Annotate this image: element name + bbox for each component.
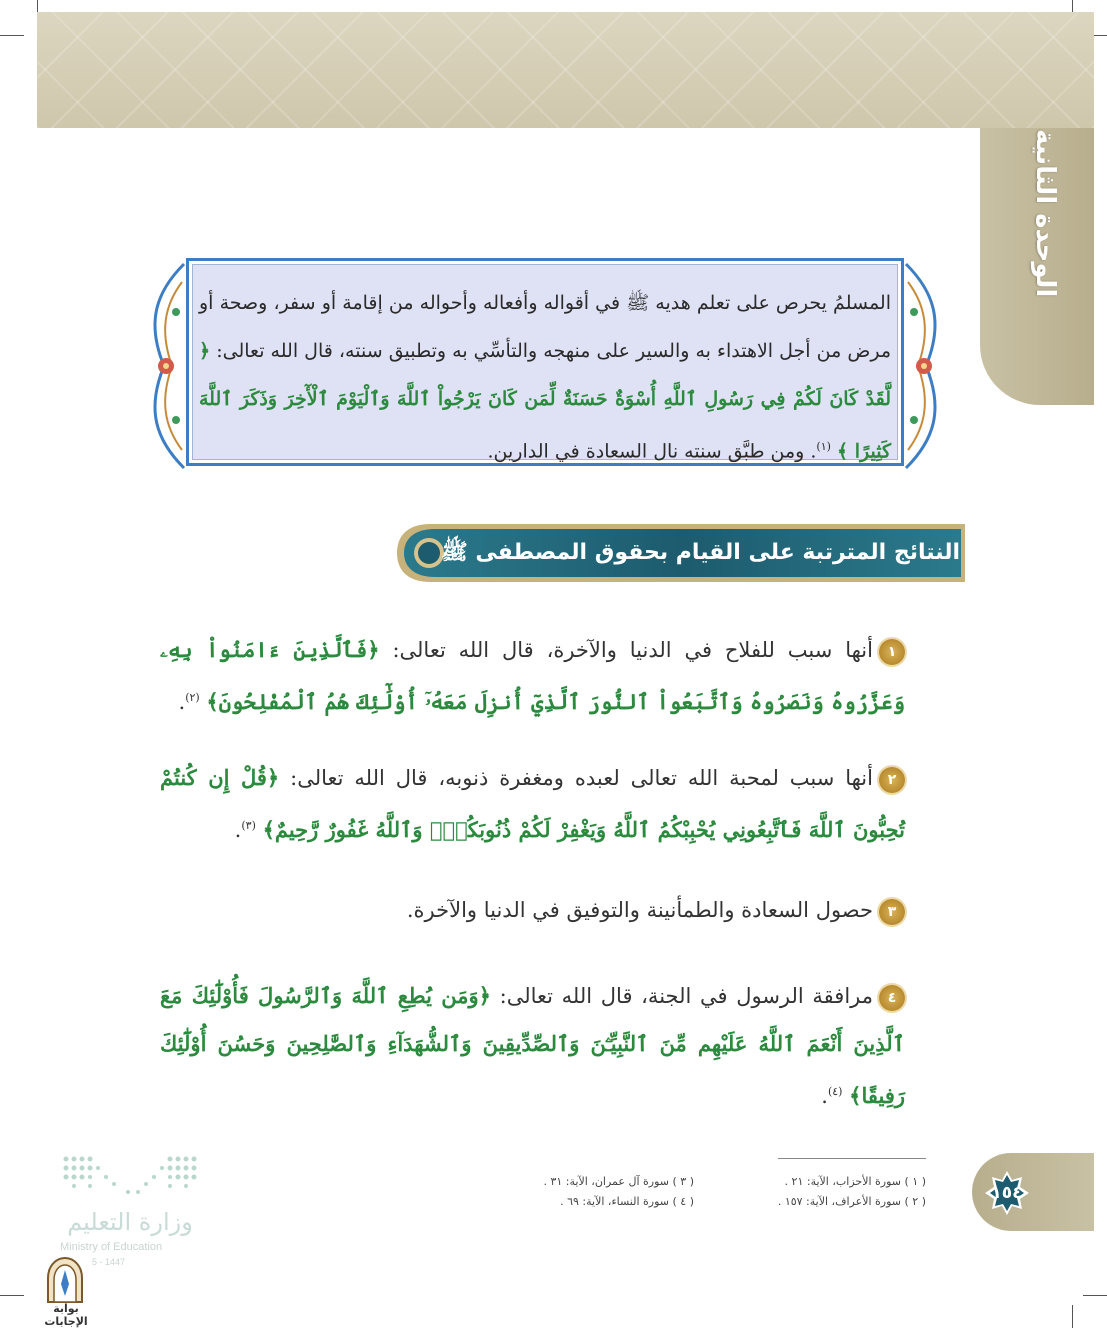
item-verse: ﴿قُلْ إِن كُنتُمْ تُحِبُّونَ ٱللَّهَ فَٱتَّبِعُونِي يُحْبِبْكُمُ ٱللَّهُ وَيَغْفِرْ لَكُمْ ذُنُوبَكُمْۗ وَٱللَّهُ غَفُورٌ رَّحِيمٌ﴾ — [160, 765, 905, 842]
page-number: ١٥٤ — [991, 1183, 1023, 1203]
crop-mark — [1072, 1305, 1073, 1328]
intro-paragraph — [186, 258, 904, 466]
item-text: أنها سبب لمحبة الله تعالى لعبده ومغفرة ذنوبه، قال الله تعالى: — [279, 766, 873, 790]
unit-tab-label: الوحدة الثانية — [1030, 128, 1060, 298]
portal-name: بوابة الإجابات — [44, 1302, 88, 1328]
header-banner — [37, 12, 1094, 128]
list-item — [160, 754, 905, 854]
ministry-year: 5 - 1447 — [92, 1257, 126, 1267]
item-number-badge: ٤ — [879, 985, 905, 1011]
list-item — [160, 886, 905, 936]
portal-logo-icon — [40, 1256, 90, 1304]
frame-ornament-right — [904, 262, 954, 470]
ministry-name-en: Ministry of Education — [60, 1241, 163, 1253]
item-footnote-ref: (٤) — [827, 1085, 843, 1098]
footnote-2: ( ٢ ) سورة الأعراف، الآية: ١٥٧ . — [777, 1195, 926, 1208]
item-number-badge: ٣ — [879, 899, 905, 925]
item-text: مرافقة الرسول في الجنة، قال الله تعالى: — [490, 984, 873, 1008]
frame-ornament-left — [136, 262, 186, 470]
intro-text-end: . ومن طبَّق سنته نال السعادة في الدارين. — [487, 440, 817, 463]
footnote-4: ( ٤ ) سورة النساء، الآية: ٦٩ . — [560, 1195, 694, 1208]
footnote-3: ( ٣ ) سورة آل عمران، الآية: ٣١ . — [543, 1175, 694, 1188]
footnote-1: ( ١ ) سورة الأحزاب، الآية: ٢١ . — [784, 1175, 926, 1188]
item-text: حصول السعادة والطمأنينة والتوفيق في الدنيا والآخرة. — [406, 898, 873, 922]
crop-mark — [0, 1295, 24, 1296]
item-footnote-ref: (٢) — [185, 691, 200, 704]
list-item — [160, 972, 905, 1122]
item-number-badge: ٢ — [879, 767, 905, 793]
intro-verse: ﴿ لَّقَدْ كَانَ لَكُمْ فِي رَسُولِ ٱللَّهِ أُسْوَةٌ حَسَنَةٌ لِّمَن كَانَ يَرْجُواْ ٱللَّهَ وَٱلْيَوْمَ ٱلْأٓخِرَ وَذَكَرَ ٱللَّهَ كَثِيرًا ﴾ — [199, 340, 891, 463]
crop-mark — [0, 35, 24, 36]
item-text: أنها سبب للفلاح في الدنيا والآخرة، قال الله تعالى: — [379, 638, 873, 662]
item-verse: ﴿فَٱلَّذِينَ ءَامَنُواْ بِهِۦ وَعَزَّرُوهُ وَنَصَرُوهُ وَٱتَّبَعُواْ ٱلنُّورَ ٱلَّذِيٓ أُنزِلَ مَعَهُۥٓ أُوْلَٰٓئِكَ هُمُ ٱلْمُفْلِحُونَ﴾ — [160, 637, 905, 714]
item-end: . — [234, 818, 242, 842]
ministry-logo-icon — [62, 1154, 198, 1200]
ministry-name-ar: وزارة التعليم — [67, 1208, 193, 1236]
intro-footnote-ref: (١) — [816, 440, 831, 453]
item-end: . — [821, 1084, 828, 1108]
item-end: . — [178, 690, 186, 714]
item-verse: ﴿وَمَن يُطِعِ ٱللَّهَ وَٱلرَّسُولَ فَأُوْلَٰٓئِكَ مَعَ ٱلَّذِينَ أَنْعَمَ ٱللَّهُ عَلَيْهِم مِّنَ ٱلنَّبِيِّـۧنَ وَٱلصِّدِّيقِينَ وَٱلشُّهَدَآءِ وَٱلصَّٰلِحِينَ وَحَسُنَ أُوْلَٰٓئِكَ رَفِيقًا﴾ — [160, 983, 905, 1108]
footnote-rule — [778, 1158, 926, 1159]
item-footnote-ref: (٣) — [241, 819, 256, 832]
item-number-badge: ١ — [879, 639, 905, 665]
crop-mark — [1083, 1295, 1107, 1296]
section-title: النتائج المترتبة على القيام بحقوق المصطفى ﷺ — [441, 540, 960, 565]
list-item — [160, 626, 905, 726]
intro-text: المسلمُ يحرص على تعلم هديه ﷺ في أقواله وأفعاله وأحواله من إقامة أو سفر، وصحة أو مرض من أجل الاهتداء به والسير على منهجه والتأسِّي به وتطبيق سنته، قال الله تعالى: — [199, 292, 891, 362]
